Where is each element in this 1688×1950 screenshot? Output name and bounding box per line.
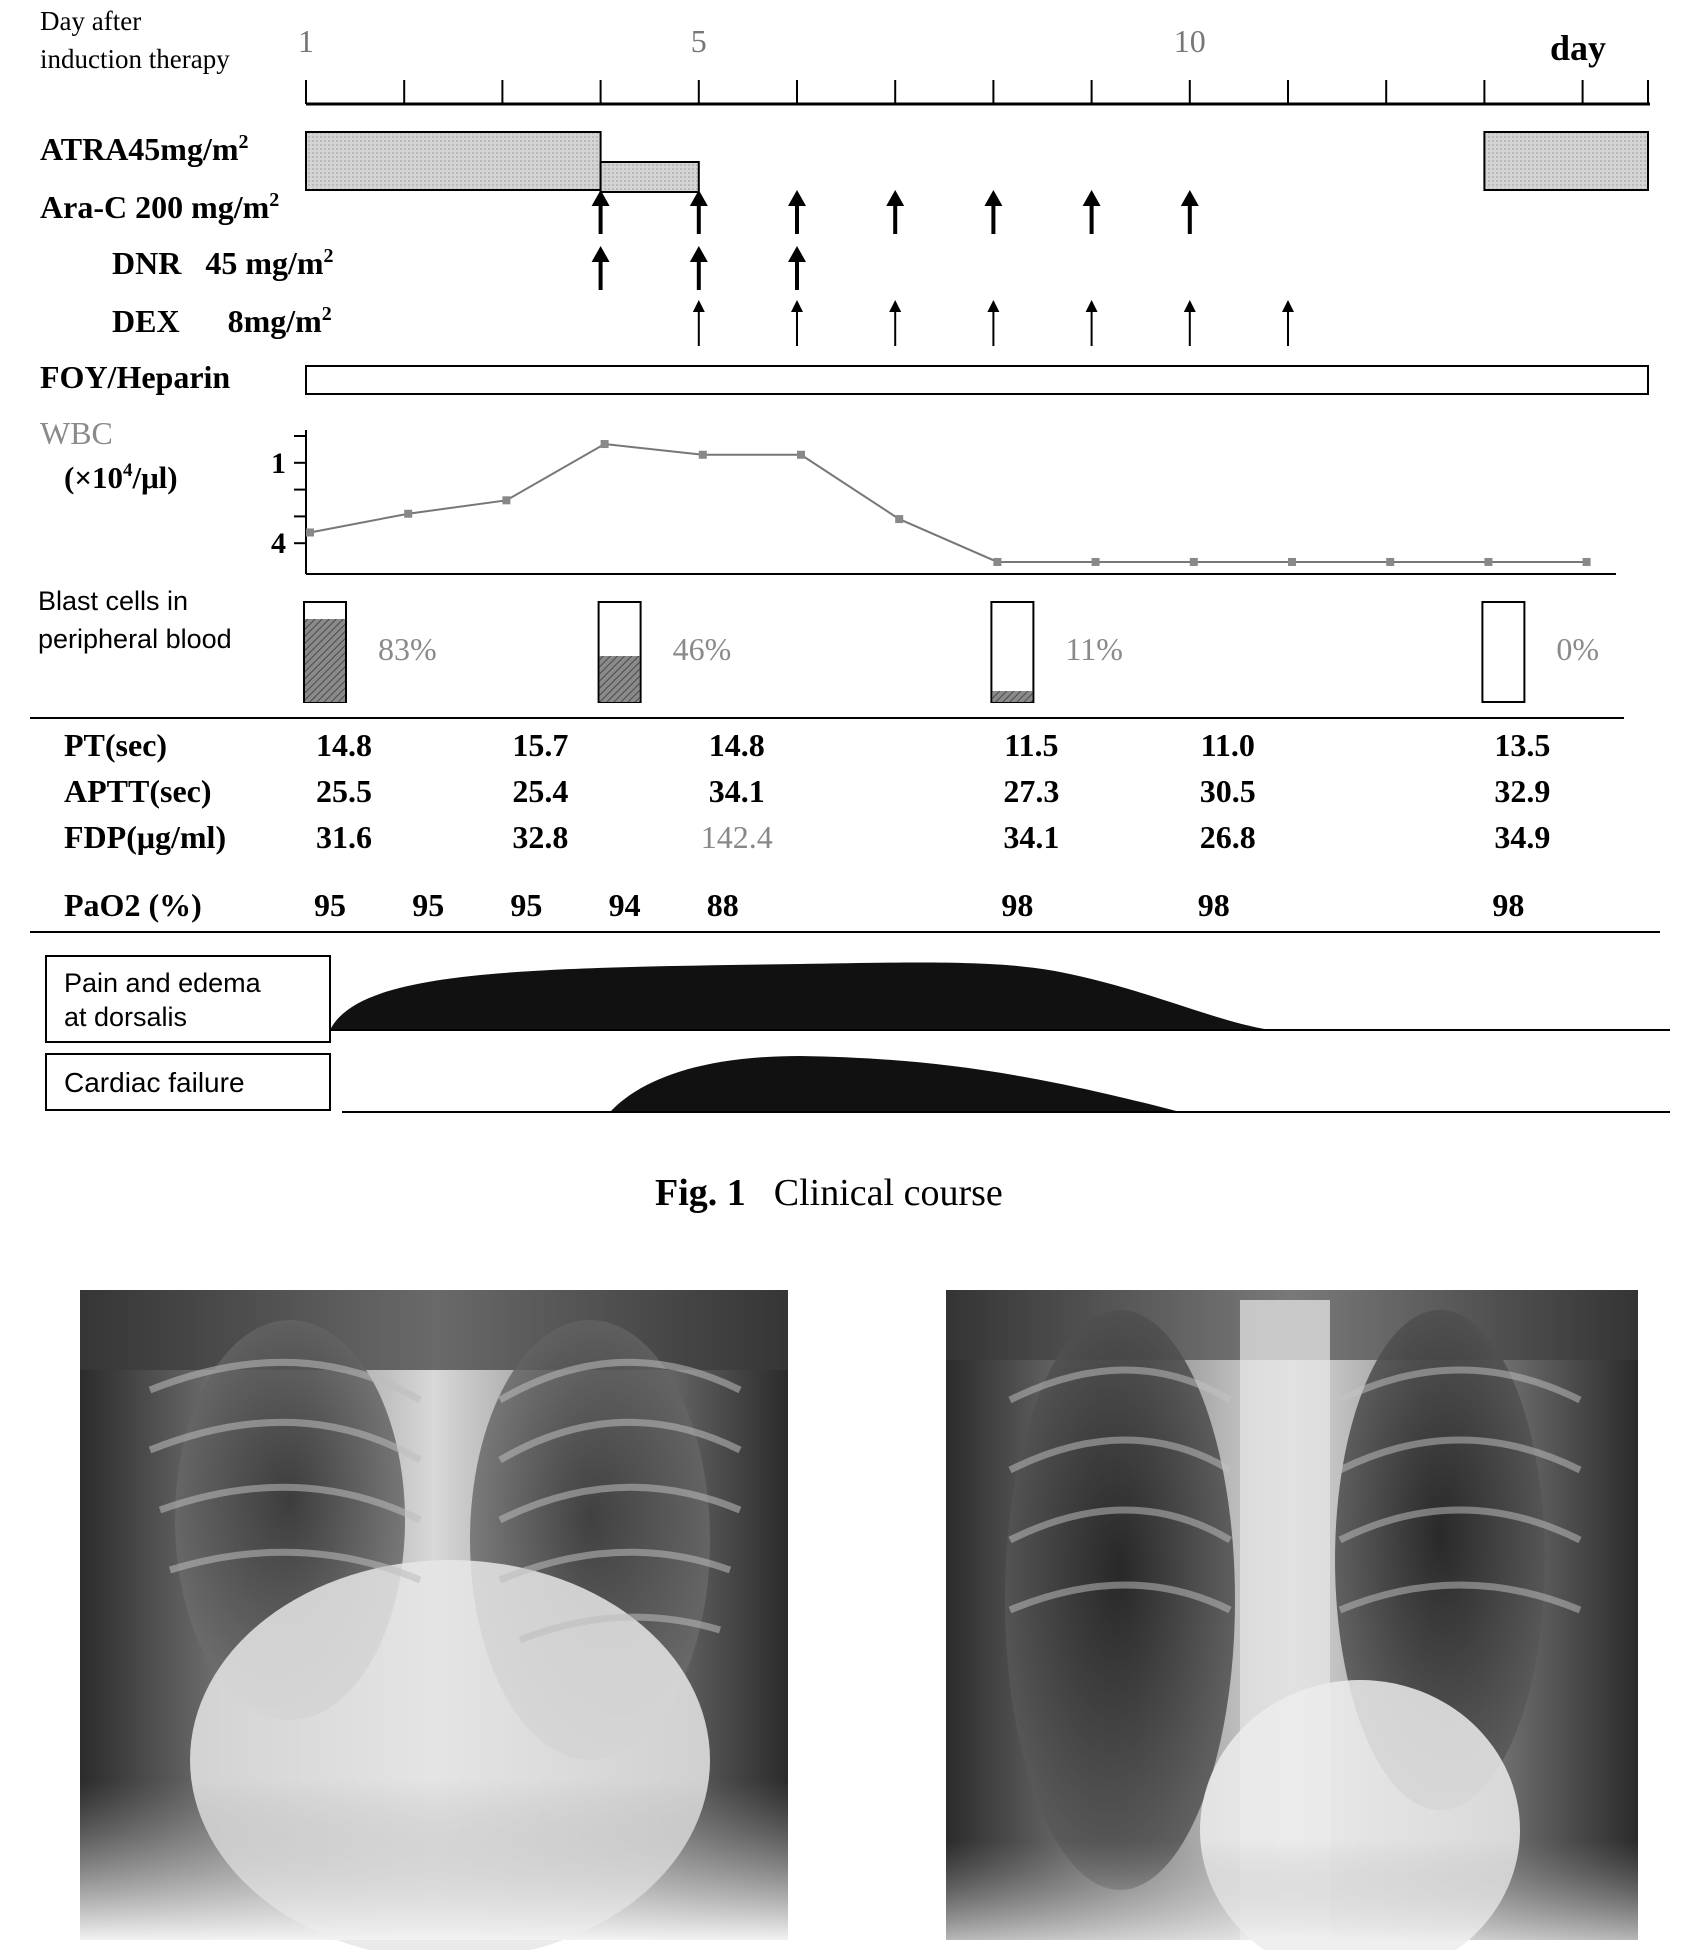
symptom-pain-line2: at dorsalis [64,1002,188,1032]
wbc-point [306,528,314,536]
lab-value: 30.5 [1199,773,1256,809]
lab-value: 11.0 [1200,727,1255,763]
wbc-point [601,440,609,448]
arac-arrow-head [1181,190,1199,206]
wbc-point [1583,558,1591,566]
lab-value: 98 [1492,887,1525,923]
axis-label-line1: Day after [40,6,142,36]
wbc-point [1288,558,1296,566]
lab-values-table [64,727,1550,923]
symptom-cardiac-curve [610,1056,1180,1112]
lab-value: 95 [412,887,445,923]
axis-tick-label: 10 [1173,23,1206,59]
wbc-point [1092,558,1100,566]
drug-label-dex: DEX $8mg/m^2$ [112,303,332,339]
treatment-marks [306,132,1648,394]
lab-row-name: PaO2 (%) [64,887,202,923]
symptom-pain-line1: Pain and edema [64,968,261,998]
blast-bar-fill [600,656,640,702]
blast-label-line1: Blast cells in [38,586,189,616]
arac-arrow-head [984,190,1002,206]
figure-caption-text: Clinical course [773,1172,1003,1214]
blast-percent-label: 0% [1556,631,1600,667]
lab-value: 25.5 [316,773,372,809]
figure-caption-number: Fig. 1 [655,1172,746,1214]
lab-value: 98 [1197,887,1230,923]
lab-value: 13.5 [1494,727,1551,763]
atra-bar [306,132,601,190]
dex-arrow-head [1282,300,1294,312]
axis-tick-label: 5 [690,23,707,59]
wbc-y-tick-label: 1 [271,446,286,480]
symptom-curves [330,962,1670,1112]
lab-row-name: PT(sec) [64,727,168,763]
wbc-label-line2: $(\times 10^4/\mu l)$ [64,460,178,495]
symptom-pain-box [46,956,330,1042]
wbc-point [502,496,510,504]
wbc-point [1484,558,1492,566]
chest-xray-left [80,1290,788,1950]
lab-value: 11.5 [1004,727,1059,763]
lab-value: 14.8 [316,727,372,763]
lab-value: 34.9 [1494,819,1551,855]
lab-value: 34.1 [708,773,765,809]
dex-arrow-head [1086,300,1098,312]
wbc-point [1386,558,1394,566]
drug-label-atra: $ATRA45mg/m^2$ [40,131,249,167]
blast-percent-label: 11% [1065,631,1123,667]
lab-value: 32.9 [1494,773,1551,809]
lab-value: 34.1 [1003,819,1060,855]
blast-cells-chart [304,602,1599,702]
atra-bar [1484,132,1648,190]
wbc-point [699,451,707,459]
wbc-series-line [310,444,1587,562]
lab-value: 88 [706,887,739,923]
lab-value: 15.7 [512,727,569,763]
blast-bar-fill [305,619,345,702]
dnr-arrow-head [592,246,610,262]
blast-bar-frame [991,602,1033,702]
drug-label-foy: FOY/Heparin [40,359,231,395]
dex-arrow-head [693,300,705,312]
blast-bar-fill [992,691,1032,702]
wbc-point [895,515,903,523]
lab-value: 14.8 [708,727,765,763]
wbc-point [404,510,412,518]
dnr-arrow-head [690,246,708,262]
arac-arrow-head [886,190,904,206]
blast-bar-frame [1482,602,1524,702]
lab-value: 31.6 [316,819,372,855]
blast-percent-label: 83% [378,631,437,667]
arac-arrow-head [788,190,806,206]
dex-arrow-head [889,300,901,312]
wbc-point [1190,558,1198,566]
arac-arrow-head [1083,190,1101,206]
wbc-point [797,451,805,459]
wbc-label-line1: WBC [40,415,113,451]
lab-row-name: APTT(sec) [64,773,212,809]
lab-value: 95 [510,887,543,923]
lab-value: 32.8 [512,819,569,855]
xray-right-lower-haze [946,1840,1638,1940]
lab-value: 142.4 [700,819,773,855]
axis-label-line2: induction therapy [40,44,230,74]
day-axis [298,23,1650,104]
blast-percent-label: 46% [672,631,732,667]
drug-label-arac: Ara-C 200 $mg/m^2$ [40,189,280,225]
lab-value: 95 [314,887,346,923]
wbc-chart [271,430,1616,574]
lab-row-name: FDP(μg/ml) [64,819,227,855]
wbc-y-tick-label: 4 [271,527,286,561]
lab-value: 27.3 [1003,773,1060,809]
dex-arrow-head [791,300,803,312]
dex-arrow-head [987,300,999,312]
symptom-cardiac-line1: Cardiac failure [64,1067,245,1098]
wbc-point [993,558,1001,566]
dnr-arrow-head [788,246,806,262]
lab-value: 98 [1001,887,1034,923]
lab-value: 26.8 [1199,819,1256,855]
axis-end-label: day [1550,28,1607,68]
lab-value: 94 [608,887,641,923]
symptom-cardiac-box [46,1054,330,1110]
symptom-pain-curve [330,962,1270,1030]
lab-value: 25.4 [512,773,569,809]
atra-bar [601,162,699,192]
axis-tick-label: 1 [298,23,314,59]
foy-heparin-bar [306,366,1648,394]
dex-arrow-head [1184,300,1196,312]
figure-caption [655,1172,1003,1214]
blast-label-line2: peripheral blood [38,624,232,654]
xray-left-lower-haze [80,1780,788,1940]
chest-xray-right [946,1290,1638,1950]
drug-label-dnr: DNR 45 $mg/m^2$ [112,245,334,281]
xray-left-neck-shadow [80,1290,788,1370]
